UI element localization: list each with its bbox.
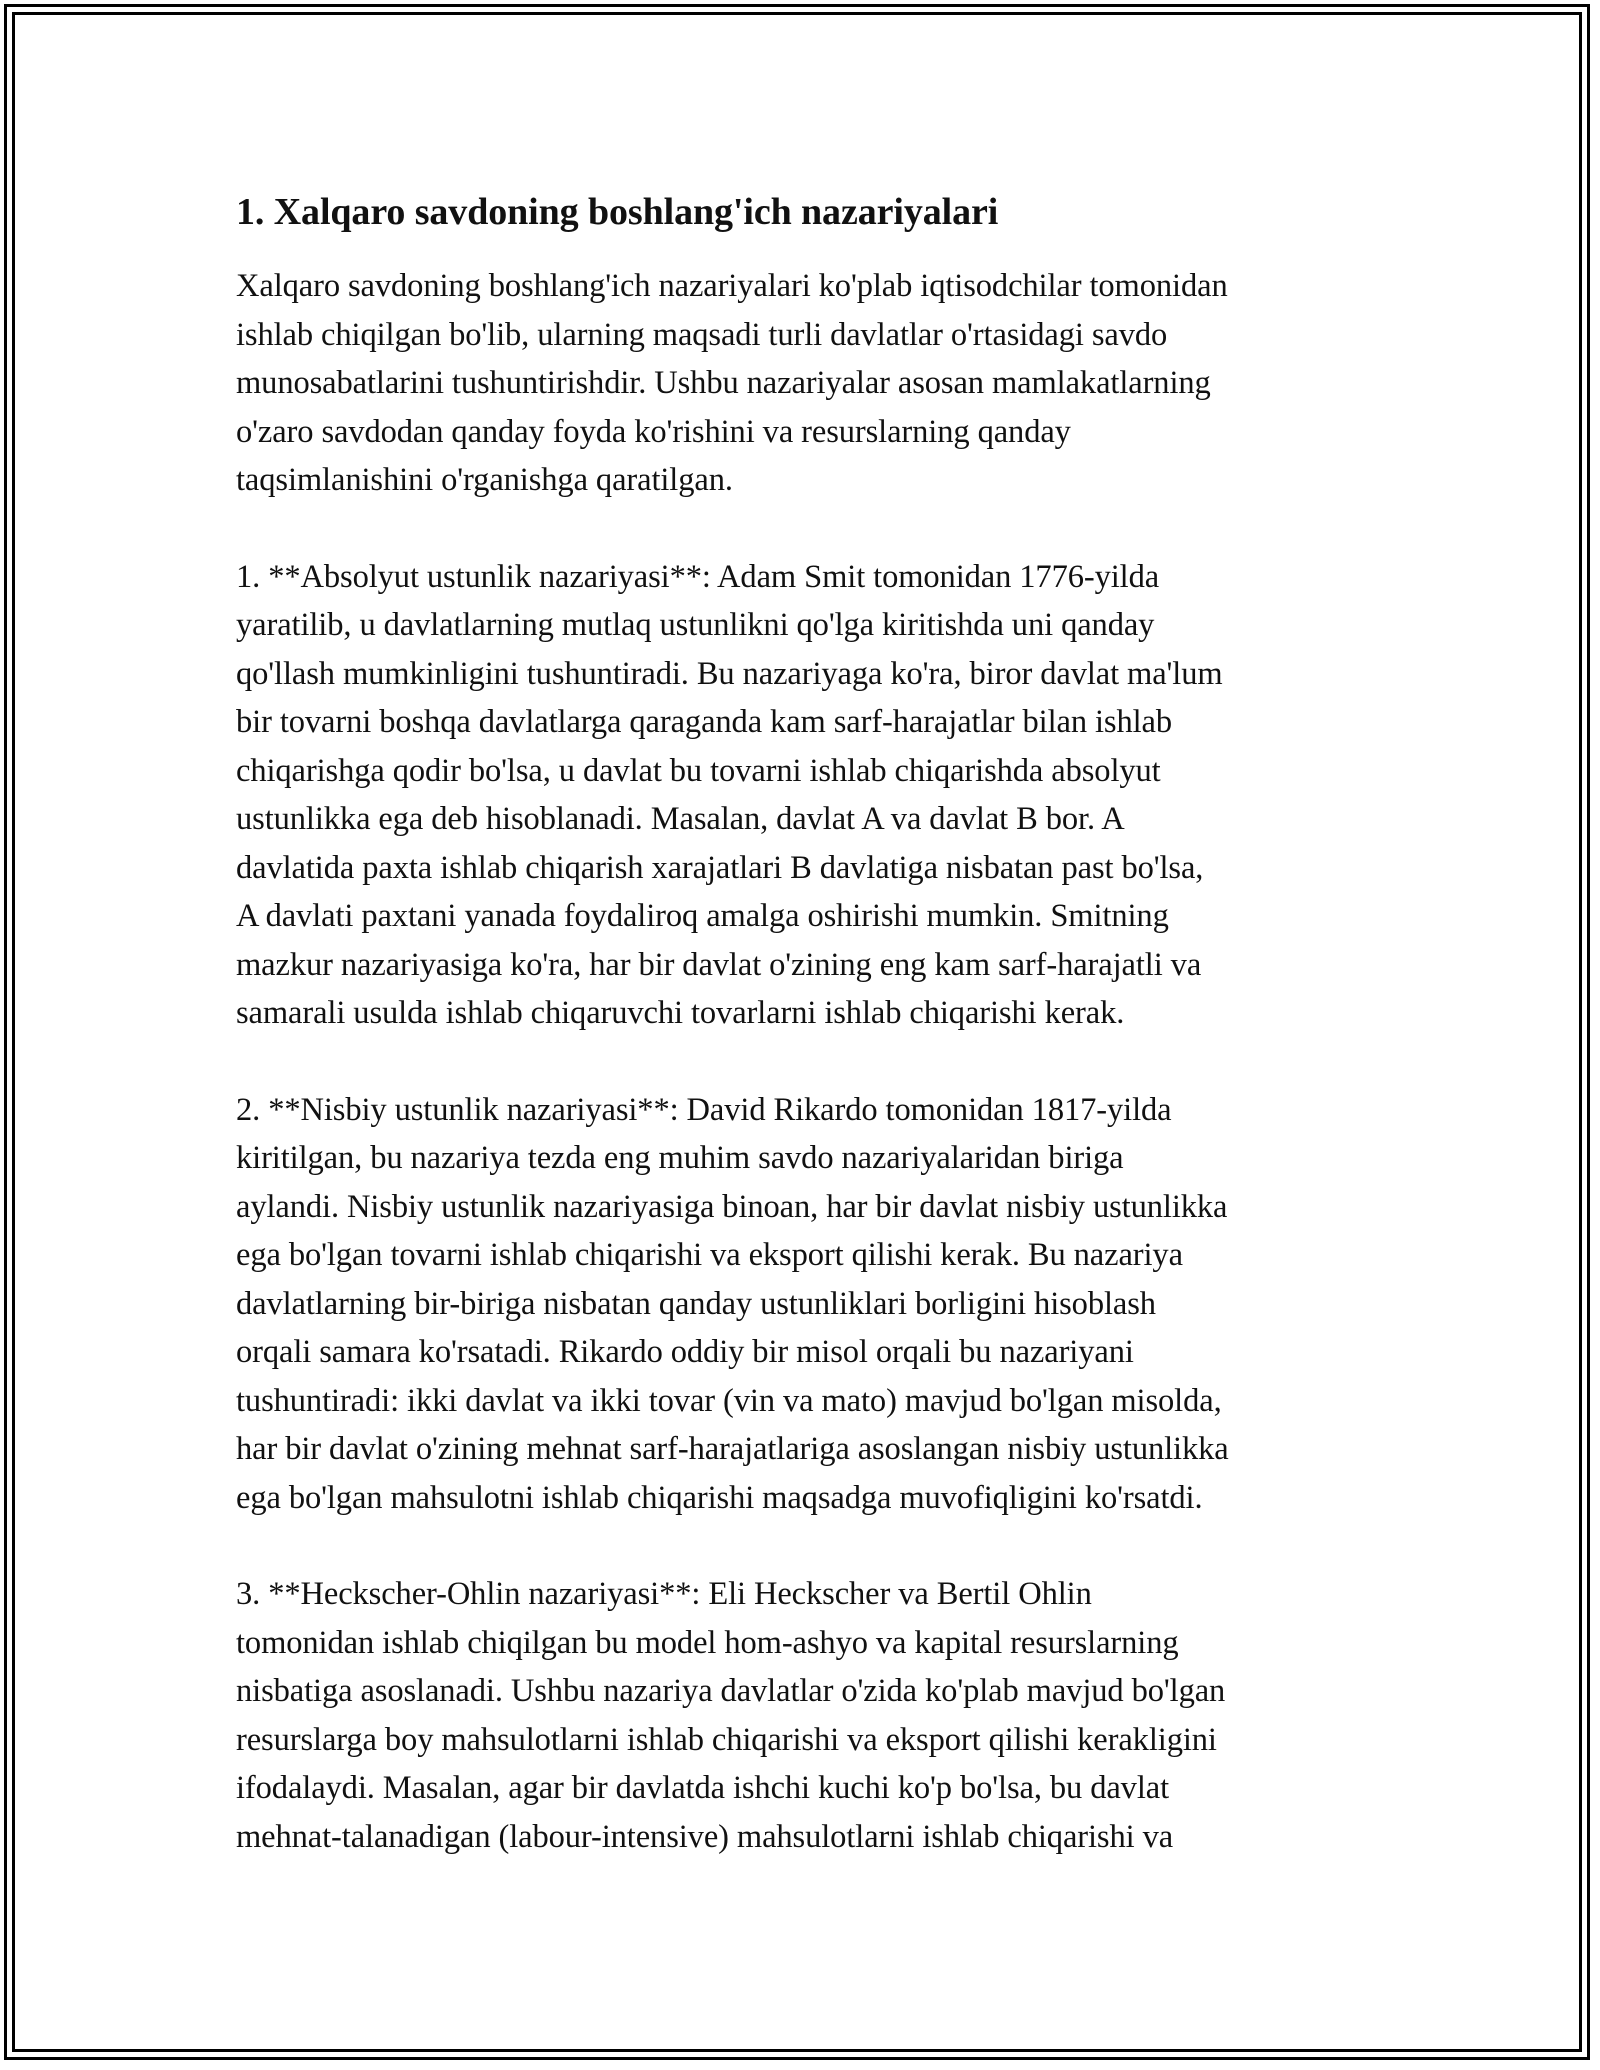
paragraph-absolute-advantage: 1. **Absolyut ustunlik nazariyasi**: Adam Smit tomonidan 1776-yilda yaratilib, u davlatlarning mutlaq ustunlikni qo'lga kiritishda uni qanday qo'llash mumkinligini tushuntiradi. Bu nazariyaga ko'ra, biror davlat ma'lum bir tovarni boshqa davlatlarga qaraganda kam sarf-harajatlar bilan ishlab chiqarishga qodir bo'lsa, u davlat bu tovarni ishlab chiqarishda absolyut ustunlikka ega deb hisoblanadi. Masalan, davlat A va davlat B bor. A davlatida paxta ishlab chiqarish xarajatlari B davlatiga nisbatan past bo'lsa, A davlati paxtani yanada foydaliroq amalga oshirishi mumkin. Smitning mazkur nazariyasiga ko'ra, har bir davlat o'zining eng kam sarf-harajatli va samarali usulda ishlab chiqaruvchi tovarlarni ishlab chiqarishi kerak. [236, 558, 1223, 1031]
paragraph-heckscher-ohlin: 3. **Heckscher-Ohlin nazariyasi**: Eli Heckscher va Bertil Ohlin tomonidan ishlab chiqilgan bu model hom-ashyo va kapital resurslarning nisbatiga asoslanadi. Ushbu nazariya davlatlar o'zida ko'plab mavjud bo'lgan resurslarga boy mahsulotlarni ishlab chiqarishi va eksport qilishi kerakligini ifodalaydi. Masalan, agar bir davlatda ishchi kuchi ko'p bo'lsa, bu davlat mehnat-talanadigan (labour-intensive) mahsulotlarni ishlab chiqarishi va [236, 1576, 1226, 1855]
section-heading: 1. Xalqaro savdoning boshlang'ich nazariyalari [236, 191, 999, 233]
paragraph-comparative-advantage: 2. **Nisbiy ustunlik nazariyasi**: David Rikardo tomonidan 1817-yilda kiritilgan, bu nazariya tezda eng muhim savdo nazariyalaridan biriga aylandi. Nisbiy ustunlik nazariyasiga binoan, har bir davlat nisbiy ustunlikka ega bo'lgan tovarni ishlab chiqarishi va eksport qilishi kerak. Bu nazariya davlatlarning bir-biriga nisbatan qanday ustunliklari borligini hisoblash orqali samara ko'rsatadi. Rikardo oddiy bir misol orqali bu nazariyani tushuntiradi: ikki davlat va ikki tovar (vin va mato) mavjud bo'lgan misolda, har bir davlat o'zining mehnat sarf-harajatlariga asoslangan nisbiy ustunlikka ega bo'lgan mahsulotni ishlab chiqarishi maqsadga muvofiqligini ko'rsatdi. [236, 1091, 1229, 1516]
intro-paragraph: Xalqaro savdoning boshlang'ich nazariyalari ko'plab iqtisodchilar tomonidan ishlab chiqilgan bo'lib, ularning maqsadi turli davlatlar o'rtasidagi savdo munosabatlarini tushuntirishdir. Ushbu nazariyalar asosan mamlakatlarning o'zaro savdodan qanday foyda ko'rishini va resurslarning qanday taqsimlanishini o'rganishga qaratilgan. [236, 268, 1228, 498]
document-body [236, 188, 1376, 1861]
